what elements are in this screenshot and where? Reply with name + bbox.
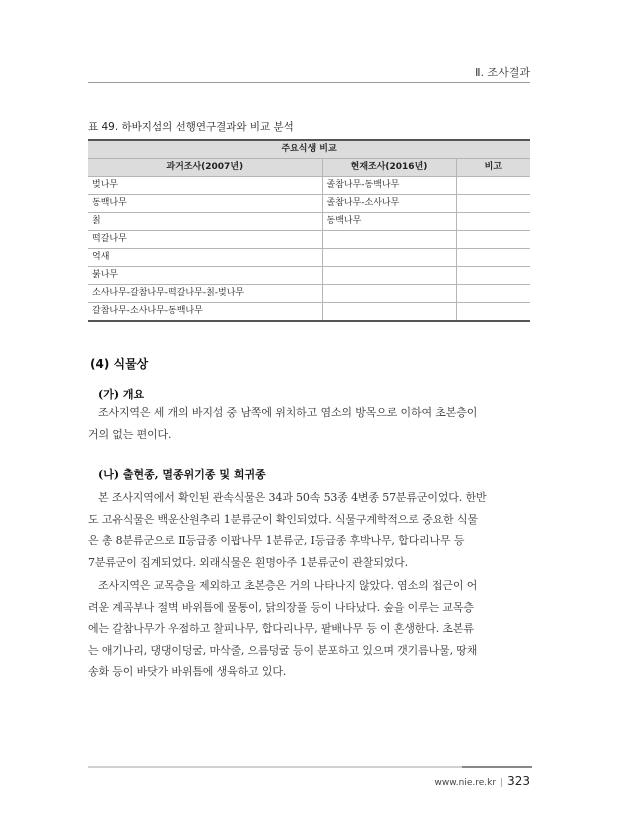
table-cell <box>322 267 456 285</box>
table-cell <box>322 285 456 303</box>
section-heading-flora: (4) 식물상 <box>90 357 149 371</box>
paragraph-species <box>88 487 532 573</box>
table-row <box>88 249 530 267</box>
vegetation-comparison-table <box>88 139 530 322</box>
footer-rule <box>88 766 532 768</box>
table-row <box>88 231 530 249</box>
table-group-header: 주요식생 비교 <box>88 140 530 159</box>
paragraph-line: 본 조사지역에서 확인된 관속식물은 34과 50속 53종 4변종 57분류군이었다. 한반 <box>98 491 487 504</box>
table-group-header-row <box>88 140 530 159</box>
table-cell: 벚나무 <box>88 177 322 195</box>
footer <box>435 774 531 788</box>
paragraph-line: 는 애기나리, 댕댕이덩굴, 마삭줄, 으름덩굴 등이 분포하고 있으며 갯기름나물, 땅채 <box>88 643 478 657</box>
table-cell: 졸참나무-동백나무 <box>322 177 456 195</box>
table-row <box>88 303 530 322</box>
footer-url: www.nie.re.kr <box>434 778 497 788</box>
table-cell <box>456 267 530 285</box>
header-rule <box>88 82 530 83</box>
table-row <box>88 177 530 195</box>
paragraph-line: 조사지역은 교목층을 제외하고 초본층은 거의 나타나지 않았다. 염소의 접근이 어 <box>98 579 478 592</box>
table-cell <box>322 249 456 267</box>
table-caption: 표 49. 하바지섬의 선행연구결과와 비교 분석 <box>88 121 294 133</box>
table-cell: 붉나무 <box>88 267 322 285</box>
table-cell: 억새 <box>88 249 322 267</box>
table-cell: 동백나무 <box>88 195 322 213</box>
column-header-past: 과거조사(2007년) <box>88 159 322 177</box>
paragraph-line: 도 고유식물은 백운산원추리 1분류군이 확인되었다. 식물구계학적으로 중요한 식물 <box>88 512 478 526</box>
table-cell <box>456 231 530 249</box>
table-cell <box>456 177 530 195</box>
paragraph-line: 조사지역은 세 개의 바지섬 중 남쪽에 위치하고 염소의 방목으로 이하여 초본층이 <box>98 406 478 419</box>
table-row <box>88 285 530 303</box>
column-header-remarks: 비고 <box>456 159 530 177</box>
table-cell <box>456 249 530 267</box>
table-cell: 동백나무 <box>322 213 456 231</box>
column-header-present: 현재조사(2016년) <box>322 159 456 177</box>
table-cell: 졸참나무-소사나무 <box>322 195 456 213</box>
paragraph-line: 거의 없는 편이다. <box>88 427 172 441</box>
table-cell <box>322 303 456 322</box>
table-cell: 소사나무-갈참나무-떡갈나무-칡-벚나무 <box>88 285 322 303</box>
table-cell: 떡갈나무 <box>88 231 322 249</box>
table-row <box>88 267 530 285</box>
page-number: 323 <box>507 774 530 788</box>
table-row <box>88 195 530 213</box>
header-chapter: Ⅱ. 조사결과 <box>475 66 530 79</box>
paragraph-line: 은 총 8분류군으로 Ⅱ등급종 이팝나무 1분류군, Ⅰ등급종 후박나무, 합다리나무 등 <box>88 534 465 547</box>
paragraph-line: 에는 갈참나무가 우점하고 찰피나무, 합다리나무, 팥배나무 등 이 혼생한다. 초본류 <box>88 622 474 635</box>
table-cell <box>456 213 530 231</box>
subsection-heading-overview: (가) 개요 <box>98 388 145 401</box>
table-row <box>88 213 530 231</box>
paragraph-overview <box>88 402 532 445</box>
table-column-header-row <box>88 159 530 177</box>
paragraph-line: 송화 등이 바닷가 바위틈에 생육하고 있다. <box>88 665 287 678</box>
paragraph-line: 7분류군이 집계되었다. 외래식물은 흰명아주 1분류군이 관찰되었다. <box>88 555 408 569</box>
table-cell <box>456 195 530 213</box>
table-cell: 갈참나무-소사나무-동백나무 <box>88 303 322 322</box>
subsection-heading-species: (나) 출현종, 멸종위기종 및 희귀종 <box>98 468 266 481</box>
table-cell <box>456 285 530 303</box>
table-cell <box>456 303 530 322</box>
paragraph-line: 려운 계곡부나 절벽 바위틈에 물통이, 닭의장풀 등이 나타났다. 숲을 이루는 교목층 <box>88 600 474 614</box>
table-cell: 칡 <box>88 213 322 231</box>
footer-separator: | <box>500 778 504 788</box>
paragraph-vegetation <box>88 575 532 683</box>
table-cell <box>322 231 456 249</box>
